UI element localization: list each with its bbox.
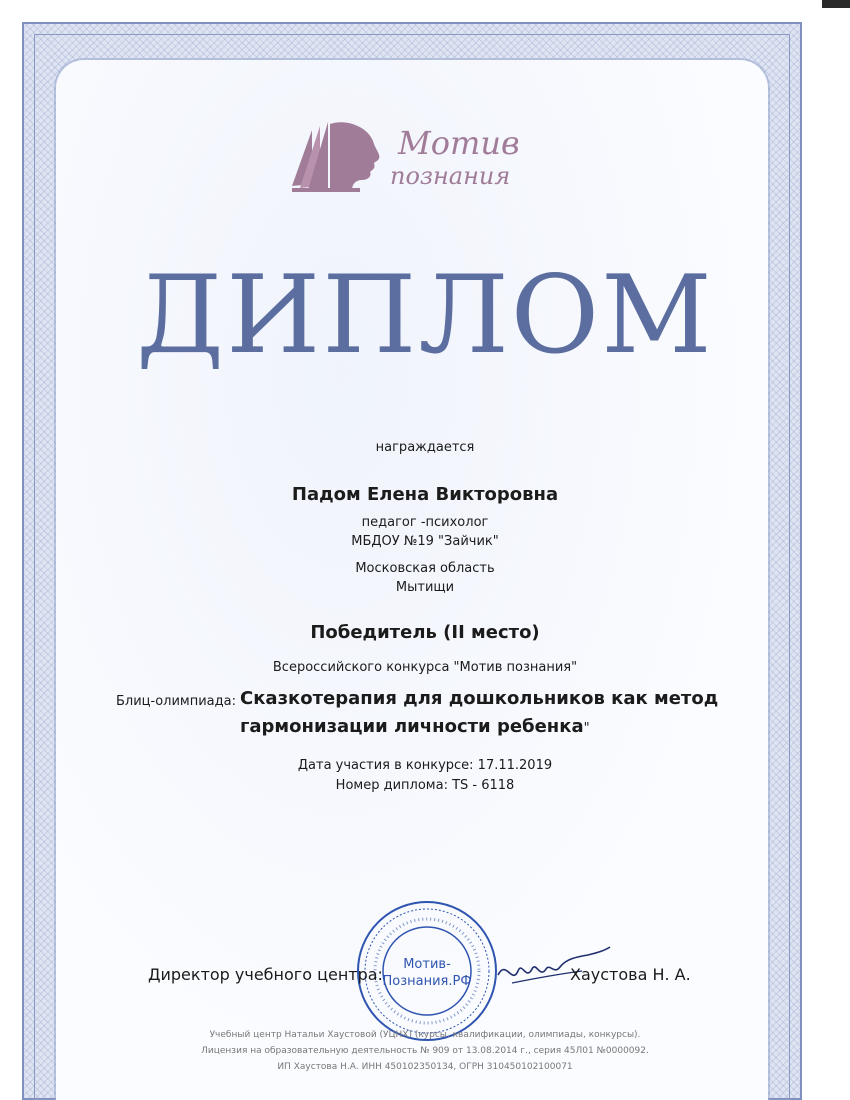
recipient-position: педагог -психолог — [361, 515, 489, 530]
recipient-organization: МБДОУ №19 "Зайчик" — [351, 534, 499, 549]
logo — [290, 118, 540, 204]
footer-line3: ИП Хаустова Н.А. ИНН 450102350134, ОГРН 310450102100071 — [277, 1062, 573, 1072]
recipient-city: Мытищи — [395, 580, 455, 595]
olympiad-title-line1: Сказкотерапия для дошкольников как метод — [240, 688, 719, 709]
footer-line1: Учебный центр Натальи Хаустовой (УЦНХ) (курсы, квалификации, олимпиады, конкурсы). — [209, 1030, 641, 1040]
diploma-title: ДИПЛОМ — [136, 253, 714, 378]
logo-text-line1: Мотив — [398, 124, 520, 162]
olympiad-label: Блиц-олимпиада: " — [116, 694, 247, 709]
footer-line2: Лицензия на образовательную деятельность № 909 от 13.08.2014 г., серия 45Л01 №0000092. — [201, 1046, 649, 1056]
contest-name: Всероссийского конкурса "Мотив познания" — [272, 660, 578, 675]
olympiad-title-line2-text: гармонизации личности ребенка — [240, 716, 584, 737]
stamp-text-line2: Познания.РФ — [382, 974, 472, 989]
olympiad-closing-quote: " — [583, 721, 590, 736]
recipient-region: Московская область — [355, 561, 495, 576]
director-name: Хаустова Н. А. — [570, 965, 691, 984]
logo-book-profile-icon — [290, 118, 390, 198]
recipient-name: Падом Елена Викторовна — [291, 484, 559, 505]
olympiad-title-line2 — [240, 716, 590, 737]
award-place: Победитель (II место) — [310, 622, 540, 643]
logo-text-line2: познания — [390, 162, 511, 190]
diploma-number: Номер диплома: TS - 6118 — [335, 778, 515, 793]
director-label: Директор учебного центра: — [148, 965, 383, 984]
participation-date: Дата участия в конкурсе: 17.11.2019 — [297, 758, 553, 773]
scan-edge-mark — [822, 0, 850, 8]
stamp-text-line1: Мотив- — [403, 957, 451, 972]
awarded-label: награждается — [375, 440, 475, 455]
